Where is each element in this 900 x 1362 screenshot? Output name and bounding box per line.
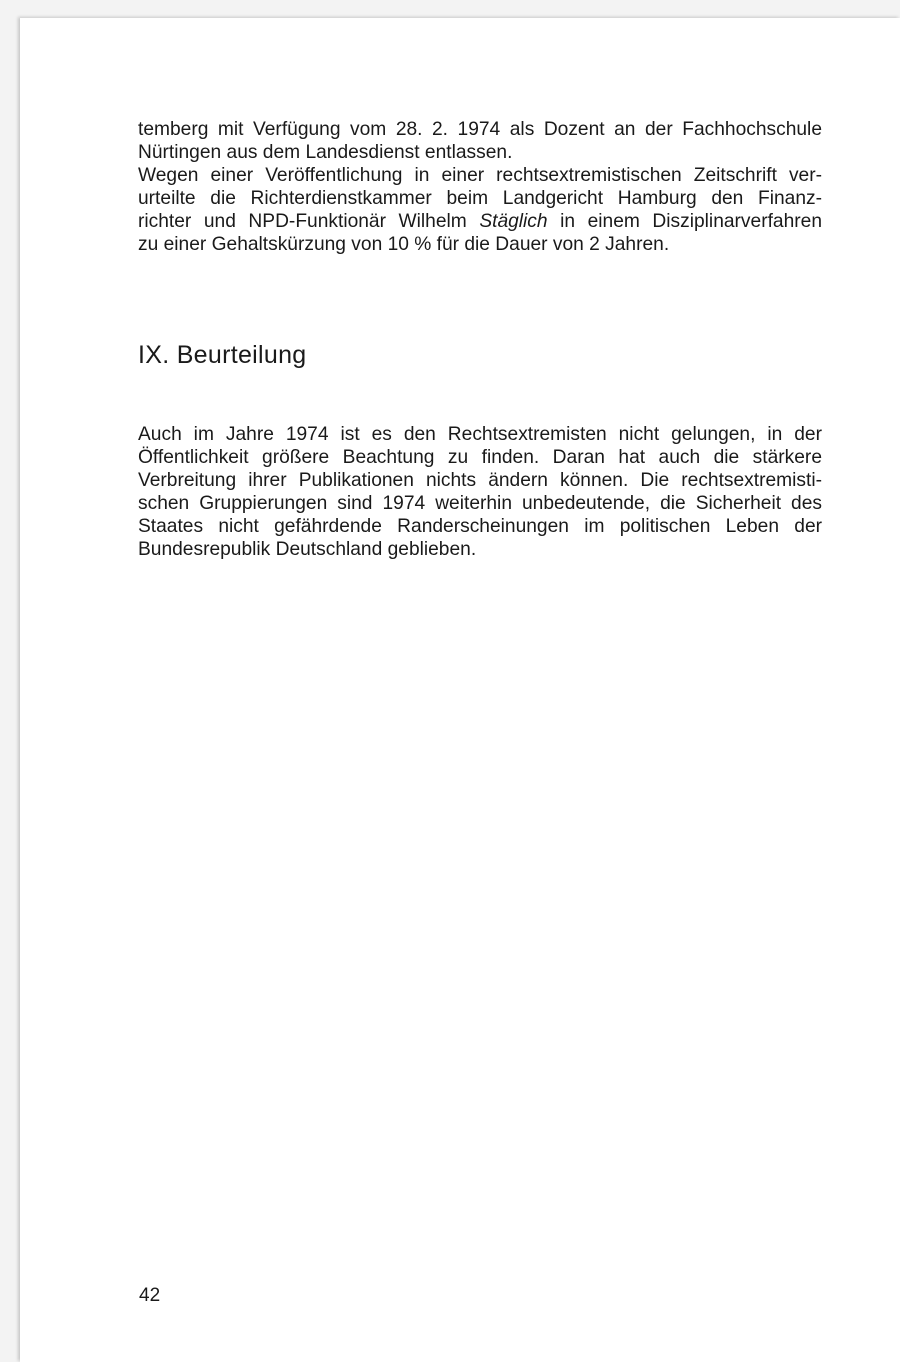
paragraph-line: schen Gruppierungen sind 1974 weiterhin unbedeutende, die Sicherheit des [138,493,822,515]
line-text: in einem Disziplinarverfahren [547,211,822,233]
paragraph-line: temberg mit Verfügung vom 28. 2. 1974 als Dozent an der Fachhochschule [138,119,822,140]
paragraph-line: Öffentlichkeit größere Beachtung zu finden. Daran hat auch die stärkere [138,447,822,469]
page-number: 42 [139,1285,161,1306]
paragraph-assessment [138,423,822,562]
paragraph-line: Verbreitung ihrer Publikationen nichts ändern können. Die rechtsextremisti- [138,470,822,492]
paragraph-line: Nürtingen aus dem Landesdienst entlassen. [138,142,513,164]
paragraph-line: zu einer Gehaltskürzung von 10 % für die Dauer von 2 Jahren. [138,234,670,256]
paragraph-line-with-name [138,210,822,233]
paragraph-line: Bundesrepublik Deutschland geblieben. [138,539,477,561]
section-heading: IX. Beurteilung [138,341,307,369]
paragraph-dismissal-and-disciplinary [138,118,822,257]
paragraph-line: Wegen einer Veröffentlichung in einer rechtsextremistischen Zeitschrift ver- [138,165,822,187]
italic-name: Stäglich [479,211,548,233]
paragraph-line: Staates nicht gefährdende Randerscheinungen im politischen Leben der [138,516,822,538]
paragraph-line: Auch im Jahre 1974 ist es den Rechtsextremisten nicht gelungen, in der [138,424,822,445]
line-text: richter und NPD-Funktionär Wilhelm [138,211,480,233]
paragraph-line: urteilte die Richterdienstkammer beim Landgericht Hamburg den Finanz- [138,188,822,210]
